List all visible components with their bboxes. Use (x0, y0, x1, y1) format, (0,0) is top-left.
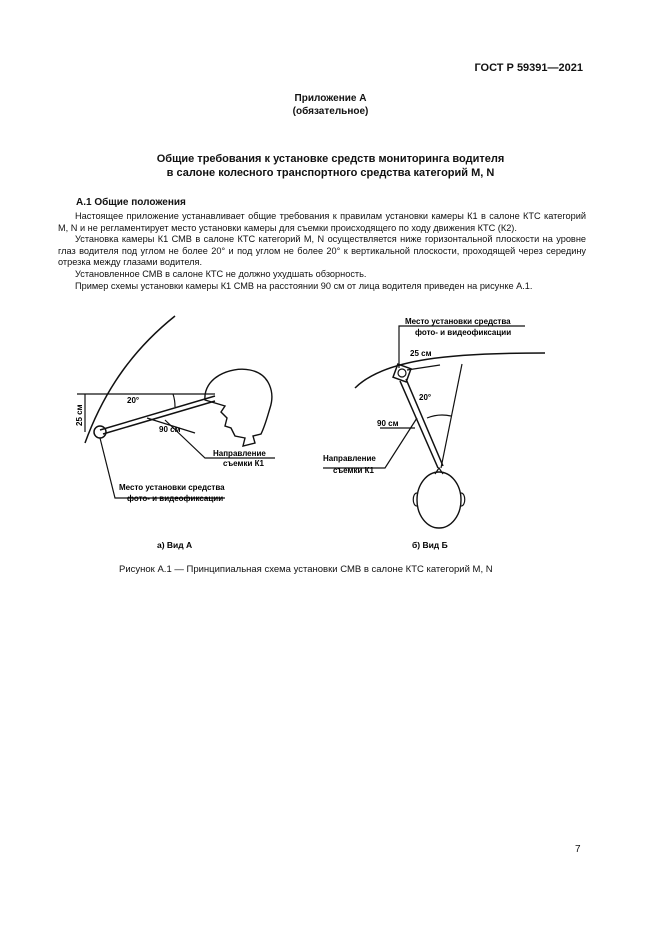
view-b-diagram (323, 326, 545, 528)
view-b-label: б) Вид Б (412, 540, 448, 550)
body-text (58, 211, 586, 292)
windshield-line (85, 316, 175, 443)
angle-arc (427, 415, 451, 418)
view-a-place-line2: фото- и видеофиксации (127, 494, 224, 503)
driver-nose (435, 468, 443, 474)
standard-number: ГОСТ Р 59391—2021 (474, 62, 583, 74)
annex-title: Приложение А (294, 93, 367, 104)
paragraph: Настоящее приложение устанавливает общие требования к правилам установки камеры К1 в салоне КТС категорий M, N и не регламентирует место установки камеры для съемки происходящего по ходу движения КТС (К2). (58, 211, 586, 233)
vertical-reference-line (441, 364, 462, 468)
roof-line (355, 353, 545, 388)
figure-diagram (55, 308, 555, 558)
view-b-direction-line2: съемки К1 (333, 466, 374, 475)
document-title (0, 152, 661, 180)
annex-status: (обязательное) (292, 106, 369, 117)
camera-direction-line (100, 396, 215, 430)
view-b-dim-90: 90 см (377, 419, 399, 428)
annex-heading (0, 92, 661, 118)
camera-lens-icon (398, 369, 406, 377)
view-b-angle: 20° (419, 393, 432, 402)
view-a-diagram (77, 316, 275, 498)
view-b-place-line1: Место установки средства (405, 317, 511, 326)
document-title-line1: Общие требования к установке средств мониторинга водителя (156, 153, 505, 165)
view-a-angle: 20° (127, 396, 140, 405)
section-heading: А.1 Общие положения (76, 197, 186, 208)
angle-arc (173, 394, 175, 407)
figure-caption: Рисунок А.1 — Принципиальная схема установки СМВ в салоне КТС категорий M, N (119, 564, 493, 575)
view-a-place-line1: Место установки средства (119, 483, 225, 492)
view-b-place-line2: фото- и видеофиксации (415, 328, 512, 337)
view-b-direction-line1: Направление (323, 454, 376, 463)
view-a-direction-line1: Направление (213, 449, 266, 458)
page-number: 7 (575, 844, 581, 855)
dim-25-line (407, 365, 440, 370)
paragraph: Пример схемы установки камеры К1 СМВ на расстоянии 90 см от лица водителя приведен на рисунке А.1. (75, 280, 533, 291)
view-a-dim-90: 90 см (159, 425, 181, 434)
document-title-line2: в салоне колесного транспортного средства категорий M, N (166, 167, 495, 179)
view-a-dim-25: 25 см (75, 404, 84, 426)
camera-icon (94, 426, 106, 438)
paragraph: Установка камеры К1 СМВ в салоне КТС категорий M, N осуществляется ниже горизонтальной плоскости на уровне глаз водителя под углом не более 20° и под углом не более 20° к вертикальной плоскости, проходящей через середину отрезка между глазами водителя. (58, 234, 586, 268)
driver-head-profile (205, 369, 272, 446)
view-a-label: а) Вид А (157, 540, 193, 550)
view-a-direction-line2: съемки К1 (223, 459, 264, 468)
view-b-dim-25: 25 см (410, 349, 432, 358)
paragraph: Установленное СМВ в салоне КТС не должно ухудшать обзорность. (75, 268, 367, 279)
driver-head-top (417, 472, 461, 528)
